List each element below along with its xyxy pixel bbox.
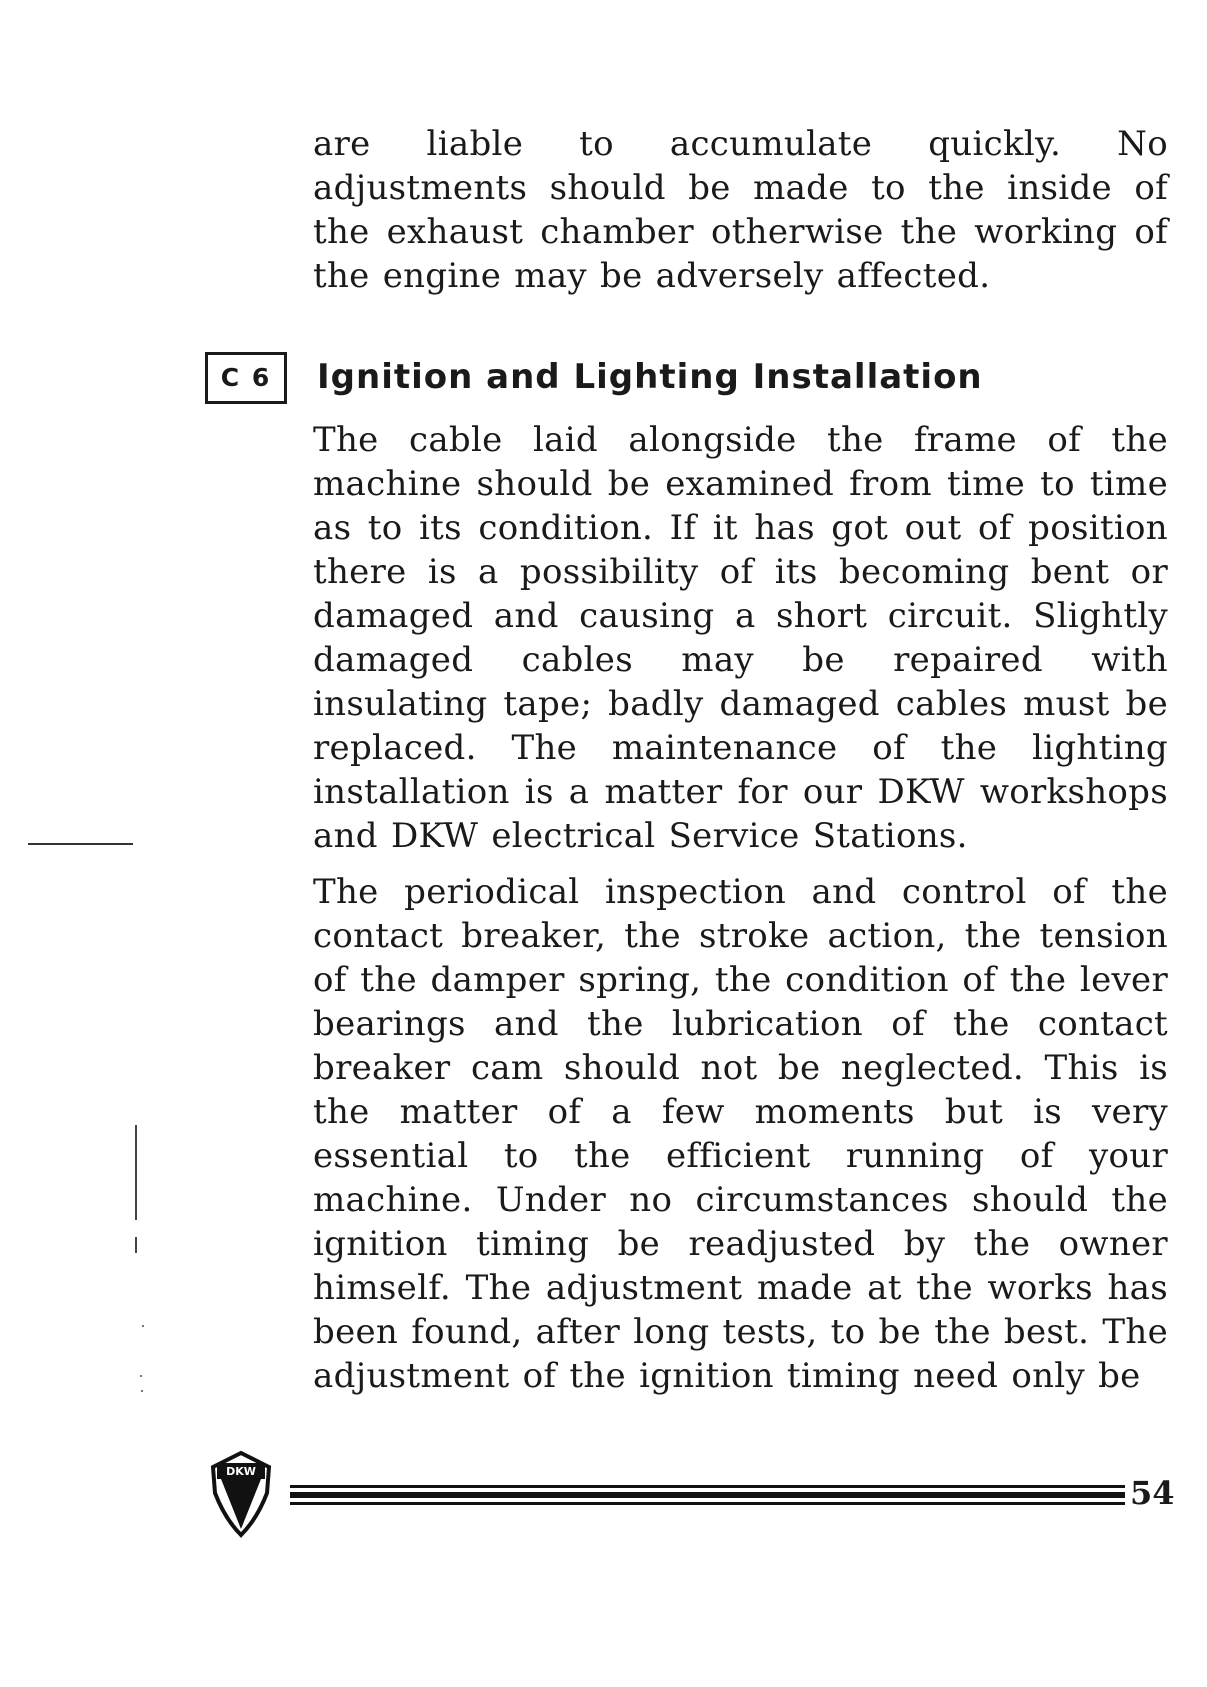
dkw-logo-icon bbox=[205, 1445, 277, 1540]
section-title: Ignition and Lighting Installation bbox=[317, 357, 983, 397]
logo-lettering: DKW bbox=[226, 1465, 256, 1478]
section-number-box: C 6 bbox=[205, 352, 287, 404]
scan-speck bbox=[142, 1325, 144, 1327]
body-paragraph-1: The cable laid alongside the frame of the machine should be examined from time to time as to its condition. If it has got out of position there is a possibility of its becoming bent or damaged and causing a short circuit. Slightly damaged cables may be repaired with insulating tape; badly damaged cables must be replaced. The maintenance of the lighting installation is a matter for our DKW workshops and DKW electrical Service Stations. bbox=[313, 420, 1168, 856]
margin-mark-vertical bbox=[135, 1237, 137, 1253]
scan-speck bbox=[141, 1390, 143, 1392]
page-number: 54 bbox=[1130, 1474, 1175, 1512]
footer-rules bbox=[290, 1485, 1125, 1507]
page-footer bbox=[205, 1445, 1175, 1540]
margin-mark-vertical bbox=[135, 1125, 137, 1220]
scan-speck bbox=[140, 1375, 142, 1377]
section-heading bbox=[205, 352, 1168, 404]
margin-mark-rule bbox=[28, 843, 133, 845]
intro-paragraph: are liable to accumulate quickly. No adjustments should be made to the inside of the exhaust chamber otherwise the working of the engine may be adversely affected. bbox=[313, 124, 1168, 296]
body-paragraph-2: The periodical inspection and control of the contact breaker, the stroke action, the tension of the damper spring, the condition of the lever bearings and the lubrication of the contact breaker cam should not be neglected. This is the matter of a few moments but is very essential to the efficient running of your machine. Under no circumstances should the ignition timing be readjusted by the owner himself. The adjustment made at the works has been found, after long tests, to be the best. The adjustment of the ignition timing need only be bbox=[313, 872, 1168, 1396]
